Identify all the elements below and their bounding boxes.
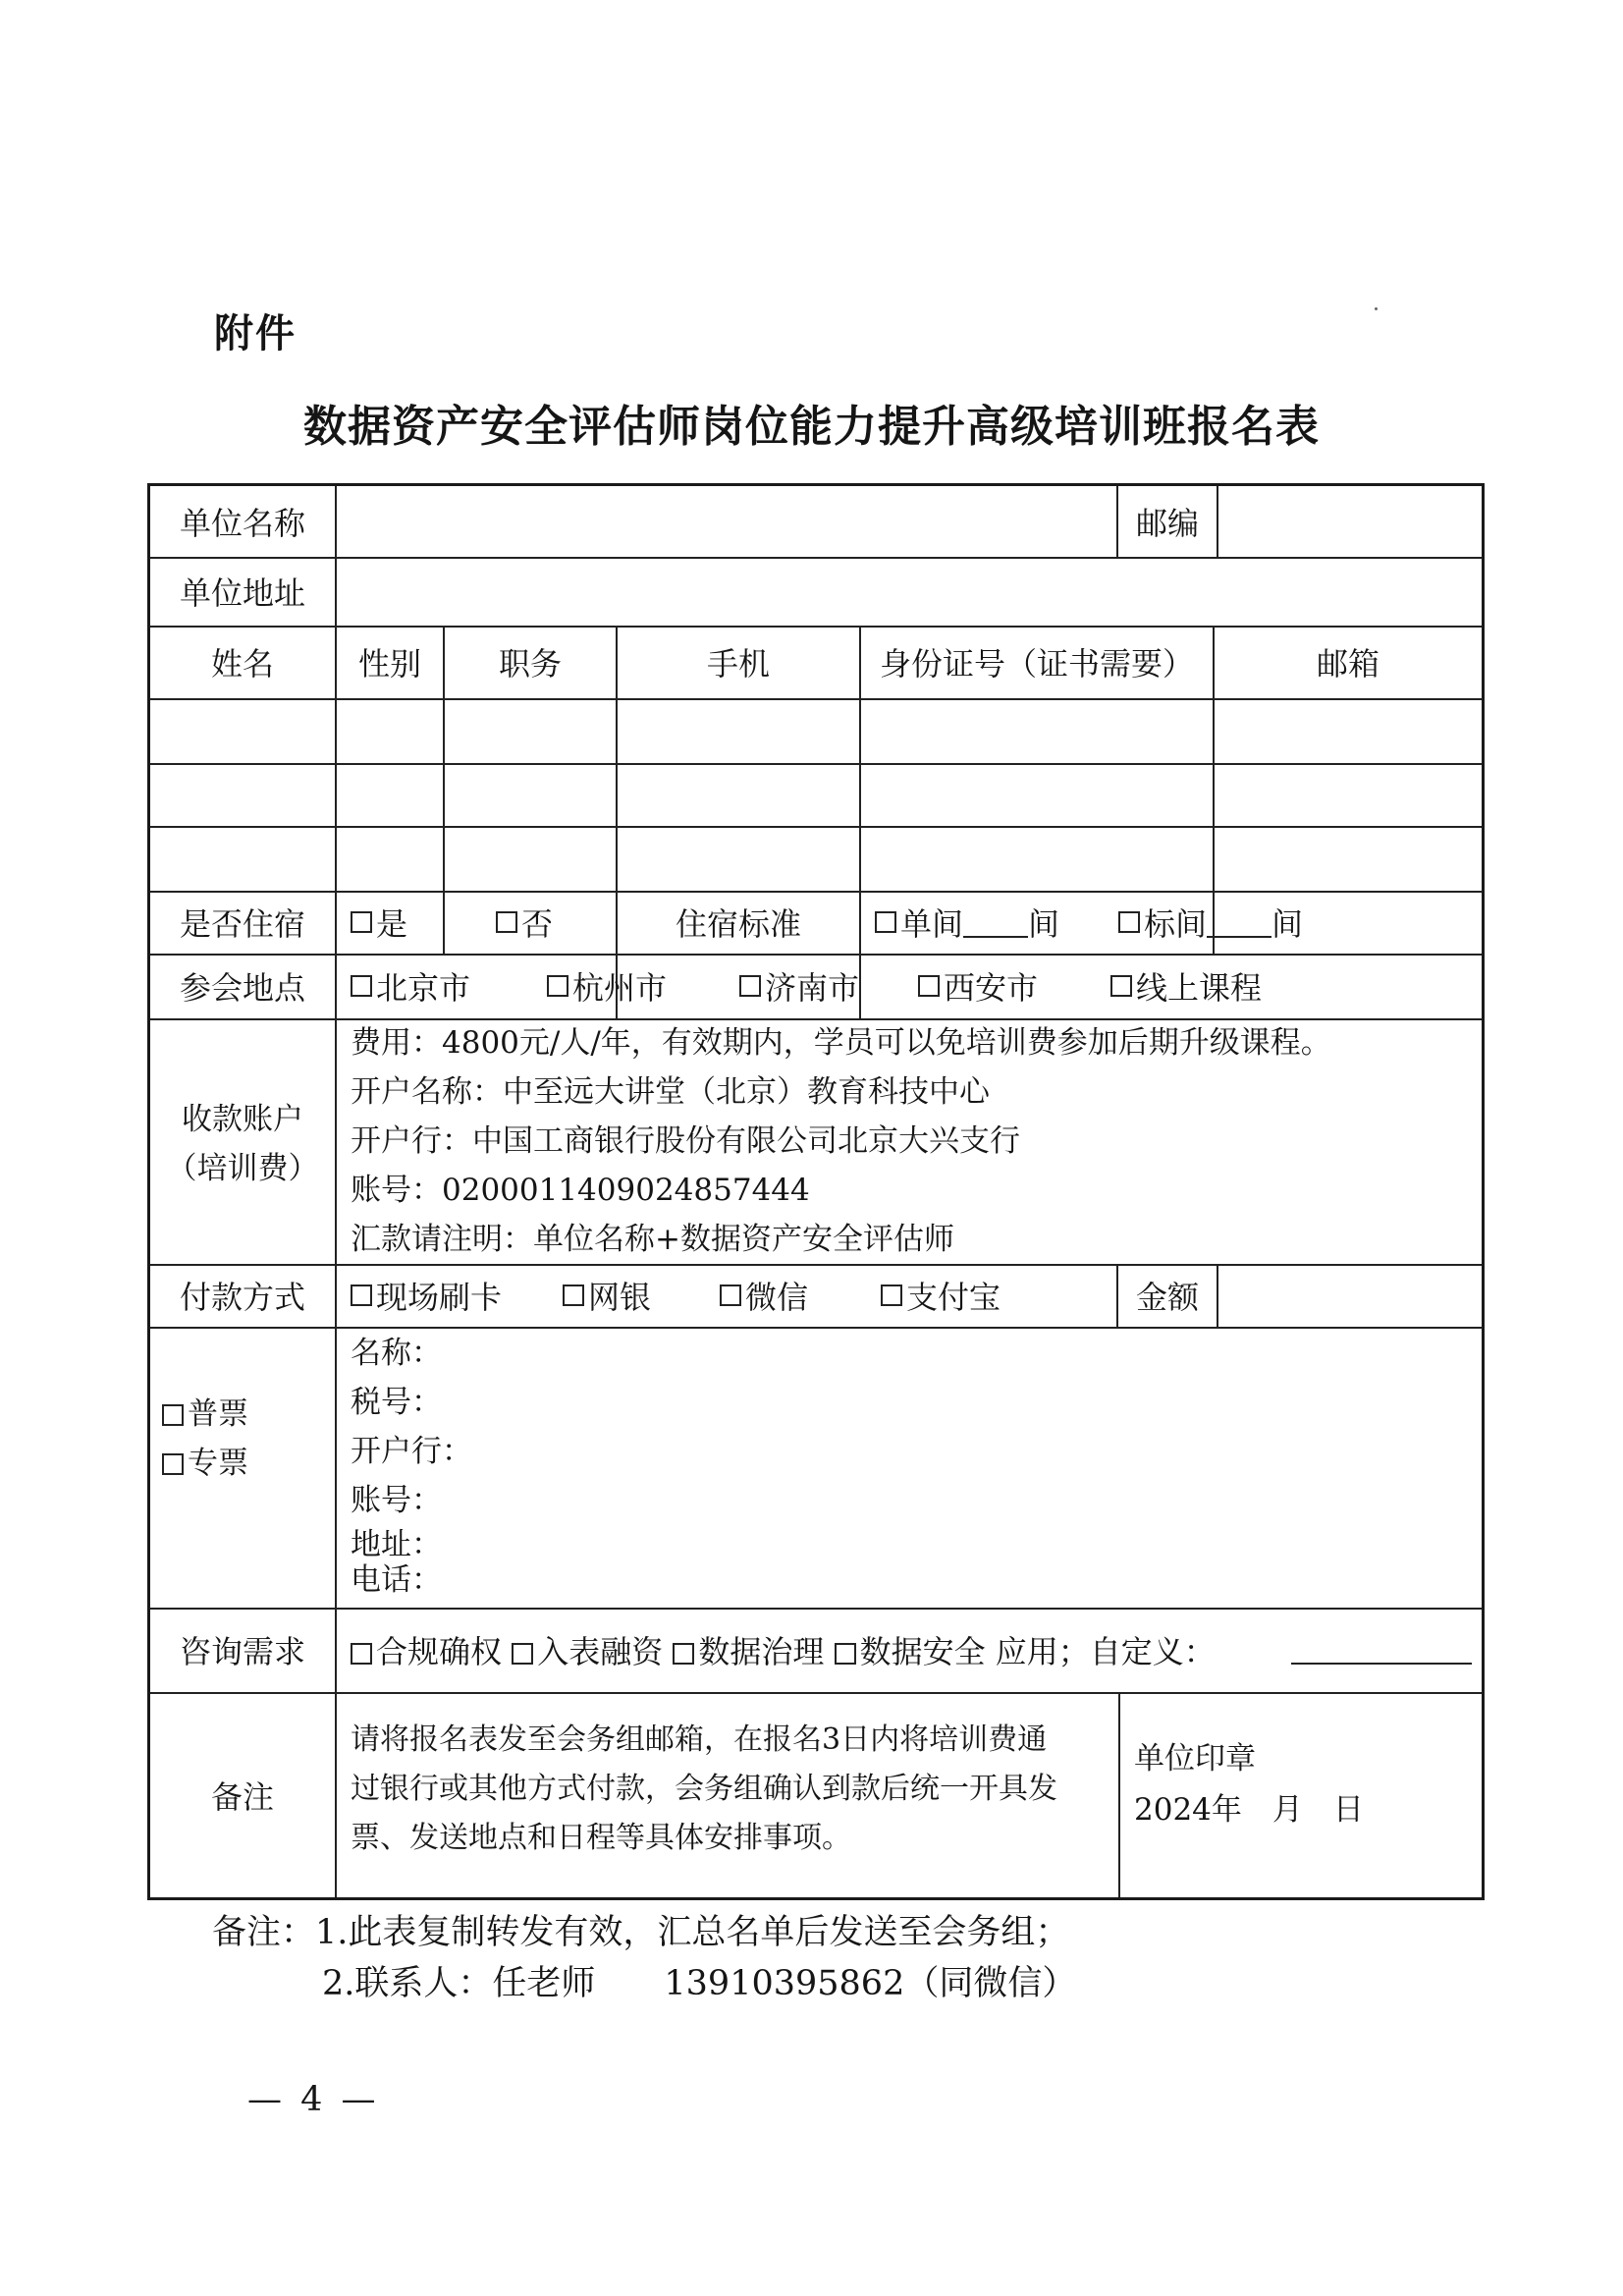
date-line: 2024年 月 日	[1134, 1792, 1364, 1828]
unit-name-label: 单位名称	[179, 505, 305, 542]
unit-label: 间	[1028, 905, 1060, 943]
consult-options	[351, 1608, 1216, 1692]
option-label: 入表融资	[537, 1633, 664, 1670]
venue-option-beijing[interactable]	[351, 954, 470, 1018]
unit-name-input[interactable]	[337, 486, 1116, 557]
account-label-line: 收款账户	[182, 1102, 303, 1137]
remark-line: 请将报名表发至会务组邮箱，在报名3日内将培训费通	[351, 1722, 1048, 1757]
remark-line: 过银行或其他方式付款，会务组确认到款后统一开具发	[351, 1772, 1057, 1806]
option-label: 专票	[188, 1446, 248, 1481]
option-label: 北京市	[376, 969, 471, 1007]
consult-label: 咨询需求	[179, 1633, 305, 1670]
lodging-standard-label: 住宿标准	[675, 905, 801, 943]
option-label: 杭州市	[572, 969, 668, 1007]
option-label: 数据治理	[698, 1633, 825, 1670]
account-name-line: 开户名称：中至远大讲堂（北京）教育科技中心	[351, 1074, 990, 1110]
fee-line: 费用：4800元/人/年，有效期内，学员可以免培训费参加后期升级课程。	[351, 1025, 1331, 1061]
custom-consult-blank[interactable]	[1291, 1663, 1472, 1665]
checkbox-icon	[512, 1643, 533, 1665]
form-title: 数据资产安全评估师岗位能力提升高级培训班报名表	[303, 402, 1320, 452]
payment-option-wechat[interactable]	[720, 1264, 808, 1327]
remark-text	[351, 1716, 1057, 1863]
checkbox-icon	[739, 975, 761, 997]
account-number-line: 账号：0200011409024857444	[351, 1173, 810, 1208]
scan-speck	[1375, 307, 1378, 310]
checkbox-icon	[162, 1404, 184, 1426]
account-label	[150, 1095, 335, 1193]
checkbox-icon	[881, 1285, 902, 1306]
column-header-position: 职务	[498, 645, 562, 683]
invoice-field-account[interactable]: 账号：	[351, 1483, 442, 1518]
unit-address-label: 单位地址	[179, 574, 305, 612]
venue-label: 参会地点	[179, 969, 305, 1007]
room-count-blank[interactable]	[963, 906, 1028, 938]
invoice-field-bank[interactable]: 开户行：	[351, 1434, 472, 1469]
checkbox-icon	[351, 1643, 372, 1665]
checkbox-icon	[351, 1285, 372, 1306]
unit-label: 间	[1271, 905, 1304, 943]
lodging-standard-room-option[interactable]	[1118, 891, 1303, 954]
seal-area	[1134, 1733, 1364, 1835]
bank-line: 开户行：中国工商银行股份有限公司北京大兴支行	[351, 1123, 1020, 1159]
checkbox-icon	[720, 1285, 741, 1306]
invoice-field-tax-id[interactable]: 税号：	[351, 1385, 442, 1420]
option-label: 现场刷卡	[376, 1279, 503, 1316]
registration-form-table	[147, 483, 1485, 1900]
column-header-id-number: 身份证号（证书需要）	[879, 645, 1194, 683]
checkbox-icon	[673, 1643, 694, 1665]
checkbox-icon	[1118, 911, 1140, 933]
account-label-line: （培训费）	[166, 1151, 319, 1186]
column-header-email: 邮箱	[1316, 645, 1380, 683]
option-label: 否	[521, 905, 554, 943]
postcode-label: 邮编	[1135, 505, 1199, 542]
option-label: 数据安全	[859, 1633, 986, 1670]
footer-note-1: 备注：1.此表复制转发有效，汇总名单后发送至会务组；	[212, 1913, 1070, 1952]
venue-option-online[interactable]	[1110, 954, 1262, 1018]
checkbox-icon	[563, 1285, 584, 1306]
option-label: 普票	[188, 1396, 248, 1432]
consult-option-compliance[interactable]	[351, 1627, 502, 1672]
row-divider	[150, 1692, 1482, 1694]
payment-method-label: 付款方式	[179, 1279, 305, 1316]
consult-option-security[interactable]	[835, 1627, 986, 1672]
checkbox-icon	[1110, 975, 1132, 997]
checkbox-icon	[162, 1453, 184, 1475]
participant-row-2[interactable]	[150, 765, 1482, 826]
lodging-no-option[interactable]	[496, 891, 553, 954]
account-details	[351, 1018, 1331, 1264]
checkbox-icon	[351, 911, 372, 933]
col-divider	[1118, 1692, 1120, 1897]
invoice-option-regular[interactable]	[162, 1390, 248, 1439]
checkbox-icon	[918, 975, 940, 997]
consult-option-governance[interactable]	[673, 1627, 824, 1672]
invoice-field-name[interactable]: 名称：	[351, 1336, 442, 1371]
column-header-gender: 性别	[357, 645, 421, 683]
lodging-yes-option[interactable]	[351, 891, 407, 954]
checkbox-icon	[875, 911, 896, 933]
consult-suffix: 应用；自定义：	[995, 1633, 1216, 1670]
invoice-fields	[351, 1329, 472, 1596]
venue-option-xian[interactable]	[918, 954, 1038, 1018]
invoice-field-phone[interactable]: 电话：	[351, 1562, 442, 1598]
invoice-option-special[interactable]	[162, 1439, 248, 1488]
option-label: 济南市	[765, 969, 860, 1007]
payment-option-card[interactable]	[351, 1264, 502, 1327]
attachment-label: 附件	[214, 311, 297, 356]
footer-note-2: 2.联系人：任老师 13910395862（同微信）	[322, 1964, 1077, 2003]
remark-label: 备注	[210, 1777, 274, 1816]
amount-input[interactable]	[1218, 1264, 1482, 1327]
invoice-type-options	[162, 1390, 248, 1488]
participant-row-3[interactable]	[150, 828, 1482, 891]
page-number: — 4 —	[247, 2080, 380, 2119]
postcode-input[interactable]	[1218, 486, 1482, 557]
lodging-single-option[interactable]	[875, 891, 1059, 954]
participant-row-1[interactable]	[150, 700, 1482, 763]
option-label: 西安市	[944, 969, 1039, 1007]
payment-option-alipay[interactable]	[881, 1264, 1001, 1327]
unit-address-input[interactable]	[337, 557, 1482, 626]
option-label: 网银	[588, 1279, 652, 1316]
remark-line: 票、发送地点和日程等具体安排事项。	[351, 1821, 851, 1855]
checkbox-icon	[835, 1643, 856, 1665]
option-label: 标间	[1144, 905, 1208, 943]
column-header-name: 姓名	[210, 645, 274, 683]
option-label: 单间	[900, 905, 964, 943]
option-label: 是	[376, 905, 408, 943]
column-header-mobile: 手机	[706, 645, 770, 683]
checkbox-icon	[351, 975, 372, 997]
lodging-label: 是否住宿	[179, 905, 305, 943]
room-count-blank[interactable]	[1207, 906, 1271, 938]
consult-option-financing[interactable]	[512, 1627, 663, 1672]
venue-option-jinan[interactable]	[739, 954, 859, 1018]
venue-option-hangzhou[interactable]	[547, 954, 667, 1018]
invoice-field-address[interactable]: 地址：	[351, 1527, 442, 1562]
payment-option-online-bank[interactable]	[563, 1264, 651, 1327]
option-label: 合规确权	[376, 1633, 503, 1670]
option-label: 微信	[745, 1279, 809, 1316]
option-label: 支付宝	[906, 1279, 1001, 1316]
remittance-note-line: 汇款请注明：单位名称+数据资产安全评估师	[351, 1222, 954, 1257]
amount-label: 金额	[1135, 1279, 1199, 1316]
seal-label: 单位印章	[1134, 1741, 1256, 1777]
checkbox-icon	[547, 975, 568, 997]
checkbox-icon	[496, 911, 517, 933]
option-label: 线上课程	[1136, 969, 1263, 1007]
